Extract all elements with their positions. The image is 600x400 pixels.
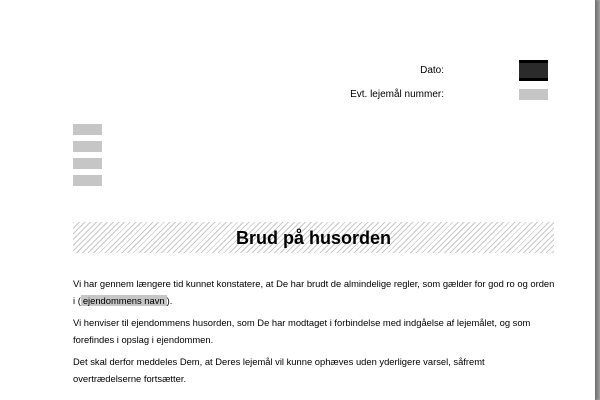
property-name-field[interactable]: ejendommens navn <box>82 295 165 306</box>
paragraph-1 <box>73 275 555 309</box>
document-title: Brud på husorden <box>235 228 391 248</box>
date-label: Dato: <box>420 65 444 76</box>
recipient-address-field[interactable] <box>73 141 102 152</box>
recipient-postal-field[interactable] <box>73 158 102 169</box>
paragraph-3: Det skal derfor meddeles Dem, at Deres lejemål vil kunne ophæves uden yderligere varsel, såfremt overtrædelserne fortsætter. <box>73 356 485 384</box>
recipient-name-field[interactable] <box>73 124 102 135</box>
letter-body <box>73 275 555 392</box>
recipient-city-field[interactable] <box>73 175 102 186</box>
date-field[interactable] <box>519 60 548 81</box>
paragraph-1-text-end: ). <box>166 295 173 306</box>
paragraph-2: Vi henviser til ejendommens husorden, som De har modtaget i forbindelse med indgåelse af lejemålet, og som forefindes i opslag i ejendommen. <box>73 317 531 345</box>
lease-number-label: Evt. lejemål nummer: <box>350 89 444 100</box>
paragraph-1-text-start: Vi har gennem længere tid kunnet konstatere, at De har brudt de almindelige regler, som gælder for god ro og orden i ( <box>73 278 555 306</box>
lease-number-field[interactable] <box>519 89 548 100</box>
title-band <box>73 222 554 253</box>
